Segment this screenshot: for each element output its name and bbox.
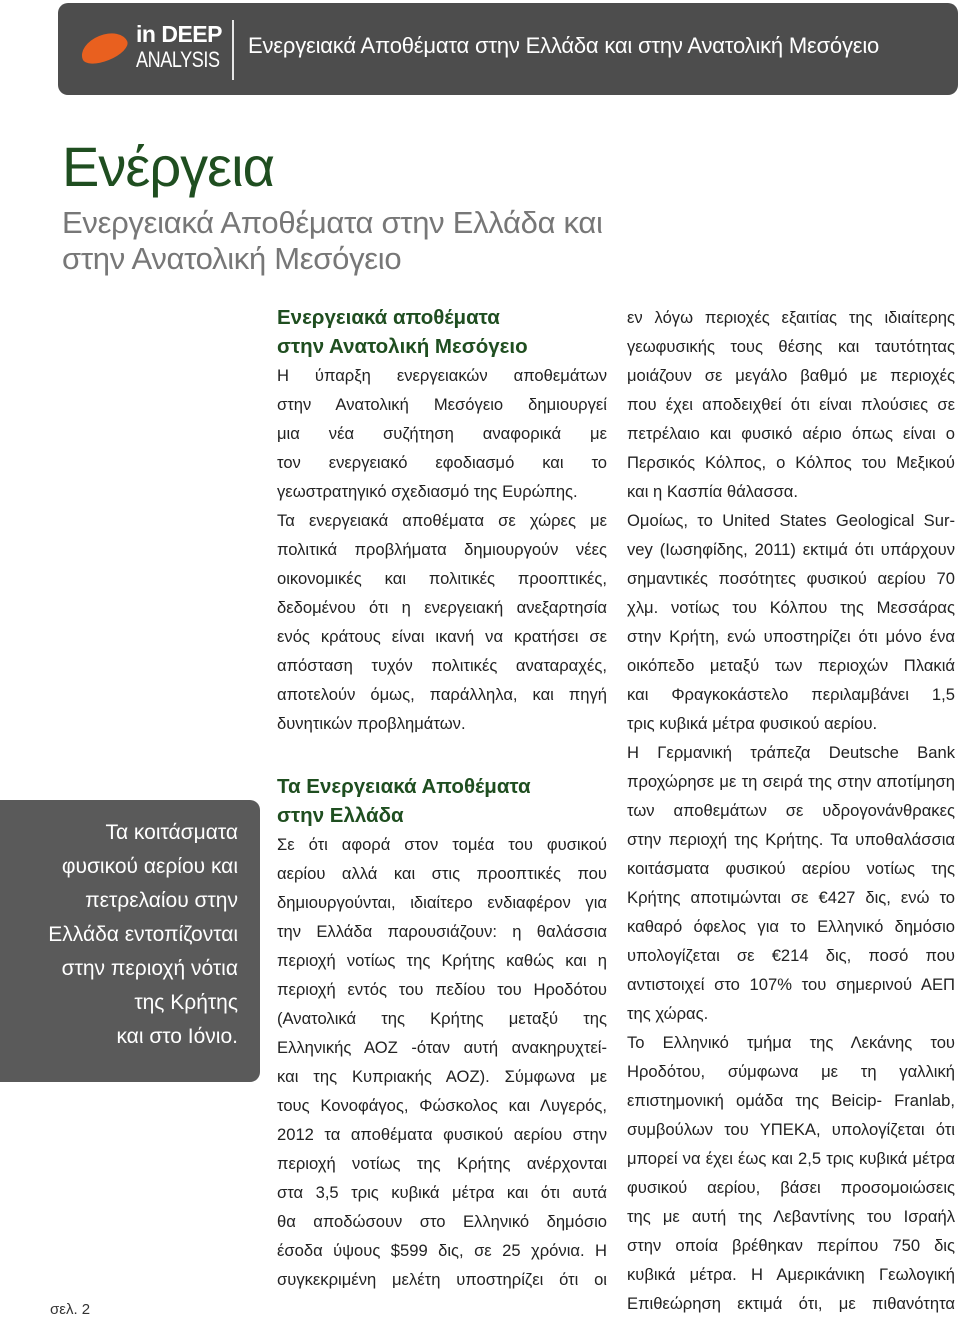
section-heading: στην Ελλάδα bbox=[277, 804, 404, 827]
body-line: Επιθεώρηση εκτιμά ότι, με πιθανότητα bbox=[627, 1294, 955, 1313]
section-heading: στην Ανατολική Μεσόγειο bbox=[277, 335, 528, 358]
body-line: δυνητικών προβλημάτων. bbox=[277, 714, 466, 733]
pullquote-line: στην περιοχή νότια bbox=[61, 957, 238, 980]
header-title: Ενεργειακά Αποθέματα στην Ελλάδα και στην Ανατολική Μεσόγειο bbox=[248, 33, 880, 58]
body-line: τρις κυβικά μέτρα φυσικού αερίου. bbox=[627, 714, 878, 733]
body-line: δεδομένου ότι η ενεργειακή ανεξαρτησία bbox=[277, 598, 607, 617]
body-line: ενός κράτους είναι ικανή να κρατήσει σε bbox=[277, 627, 607, 646]
body-line: στα 3,5 τρις κυβικά μέτρα και ότι αυτά bbox=[277, 1183, 607, 1202]
body-line: περιοχή εντός του πεδίου του Ηροδότου bbox=[277, 980, 607, 999]
body-line: απόσταση τυχόν πολιτικές αναταραχές, bbox=[277, 656, 607, 675]
logo bbox=[136, 22, 238, 72]
body-line: (Ανατολικά της Κρήτης μεταξύ της bbox=[277, 1009, 607, 1028]
body-line: περιοχή νοτίως της Κρήτης ανέρχονται bbox=[277, 1154, 607, 1173]
body-line: Σε ότι αφορά στον τομέα του φυσικού bbox=[277, 835, 607, 854]
body-line: Η ύπαρξη ενεργειακών αποθεμάτων bbox=[277, 366, 607, 385]
body-line: χλμ. νοτίως του Κόλπου της Μεσσάρας bbox=[627, 598, 955, 617]
body-line: επιστημονική ομάδα της Beicip- Franlab, bbox=[627, 1091, 955, 1110]
body-line: πετρέλαιο και φυσικό αέριο όπως είναι ο bbox=[627, 424, 955, 443]
body-line: vey (Ιωσηφίδης, 2011) εκτιμά ότι υπάρχουν bbox=[627, 540, 955, 559]
body-line: Ηροδότου, σύμφωνα με τη γαλλική bbox=[627, 1062, 955, 1081]
body-line: των αποθεμάτων σε υδρογονάνθρακες bbox=[627, 801, 955, 820]
pullquote-line: της Κρήτης bbox=[134, 991, 238, 1014]
body-line: αποτελούν όμως, παράλληλα, και πηγή bbox=[277, 685, 607, 704]
logo-line-1: in DEEP bbox=[136, 21, 222, 47]
body-line: συγκεκριμένη μελέτη υποστηρίζει ότι οι bbox=[277, 1270, 607, 1289]
body-line: Το Ελληνικό τμήμα της Λεκάνης του bbox=[627, 1033, 955, 1052]
body-line: τους Κονοφάγος, Φώσκολος και Λυγερός, bbox=[277, 1096, 607, 1115]
body-line: στην οποία βρέθηκαν περίπου 750 δις bbox=[627, 1236, 955, 1255]
body-line: της με αυτή της Λεβαντίνης του Ισραήλ bbox=[627, 1207, 955, 1226]
body-line: δημιουργούνται, ιδιαίτερο ενδιαφέρον για bbox=[277, 893, 607, 912]
section-heading: Ενεργειακά αποθέματα bbox=[277, 306, 500, 329]
body-line: εν λόγω περιοχές εξαιτίας της ιδιαίτερης bbox=[627, 308, 955, 327]
header-divider bbox=[232, 20, 234, 80]
body-line: στην Ανατολική Μεσόγειο δημιουργεί bbox=[277, 395, 607, 414]
body-line: αντιστοιχεί στο 107% του σημερινού ΑΕΠ bbox=[627, 975, 955, 994]
body-line: γεωστρατηγικό σχεδιασμό της Ευρώπης. bbox=[277, 482, 578, 501]
body-line: αερίου αλλά και στις προοπτικές που bbox=[277, 864, 607, 883]
section-heading: Τα Ενεργειακά Αποθέματα bbox=[277, 775, 531, 798]
body-line: οικόπεδο μεταξύ των περιοχών Πλακιά bbox=[627, 656, 955, 675]
pullquote-line: πετρελαίου στην bbox=[85, 889, 238, 912]
body-line: 2012 τα αποθέματα φυσικού αερίου στην bbox=[277, 1125, 607, 1144]
body-line: Ομοίως, το United States Geological Sur- bbox=[627, 511, 955, 530]
pullquote-line: φυσικού αερίου και bbox=[61, 855, 238, 878]
body-line: οικονομικές και πολιτικές προοπτικές, bbox=[277, 569, 607, 588]
body-line: κυβικά μέτρα. Η Αμερικάνικη Γεωλογική bbox=[627, 1265, 955, 1284]
middle-column bbox=[277, 303, 607, 1294]
pullquote-line: και στο Ιόνιο. bbox=[116, 1025, 238, 1048]
body-line: και Φραγκοκάστελο περιλαμβάνει 1,5 bbox=[627, 685, 955, 704]
body-line: κοιτάσματα φυσικού αερίου νοτίως της bbox=[627, 859, 955, 878]
body-line: και η Κασπία θάλασσα. bbox=[627, 482, 799, 501]
body-line: πολιτικά προβλήματα δημιουργούν νέες bbox=[277, 540, 607, 559]
body-line: Κρήτης αποτιμώνται σε €427 δις, ενώ το bbox=[627, 888, 955, 907]
body-line: υπολογίζεται σε €214 δις, ποσό που bbox=[627, 946, 955, 965]
body-line: θα αποδώσουν στο Ελληνικό δημόσιο bbox=[277, 1212, 607, 1231]
pullquote-line: Ελλάδα εντοπίζονται bbox=[48, 923, 238, 946]
logo-line-2: ANALYSIS bbox=[136, 47, 220, 72]
body-line: Ελληνικής ΑΟΖ -όταν αυτή ανακηρυχτεί- bbox=[277, 1038, 607, 1057]
pullquote-box bbox=[0, 800, 260, 1082]
body-line: στην Κρήτη, ενώ υποστηρίζει ότι μόνο ένα bbox=[627, 627, 955, 646]
body-line: της χώρας. bbox=[627, 1004, 709, 1023]
body-line: τον ενεργειακό εφοδιασμό και το bbox=[277, 453, 607, 472]
page-number: σελ. 2 bbox=[50, 1301, 91, 1317]
body-line: στην περιοχή της Κρήτης. Τα υποθαλάσσια bbox=[627, 830, 955, 849]
subtitle-line: στην Ανατολική Μεσόγειο bbox=[62, 241, 402, 276]
body-line: φυσικού αερίου, βάσει προσομοιώσεις bbox=[627, 1178, 955, 1197]
page-title: Ενέργεια bbox=[62, 135, 274, 198]
body-line: καθαρό όφελος για το Ελληνικό δημόσιο bbox=[627, 917, 955, 936]
body-line: μπορεί να έχει έως και 2,5 τρις κυβικά μέτρα bbox=[627, 1149, 955, 1168]
body-line: προχώρησε με τη σειρά της στην αποτίμηση bbox=[627, 772, 955, 791]
body-line: που έχει αποδειχθεί ότι είναι πλούσιες σε bbox=[627, 395, 955, 414]
body-line: έσοδα ύψους $599 δις, σε 25 χρόνια. Η bbox=[277, 1241, 607, 1260]
body-line: μια νέα συζήτηση αναφορικά με bbox=[277, 424, 607, 443]
page-subtitle bbox=[62, 205, 603, 277]
pullquote-line: Τα κοιτάσματα bbox=[105, 821, 238, 844]
body-line: συμβούλων του ΥΠΕΚΑ, υπολογίζεται ότι bbox=[627, 1120, 955, 1139]
body-line: γεωφυσικής τους θέσης και ταυτότητας bbox=[627, 337, 955, 356]
body-line: Περσικός Κόλπος, ο Κόλπος του Μεξικού bbox=[627, 453, 955, 472]
body-line: Η Γερμανική τράπεζα Deutsche Bank bbox=[627, 743, 955, 762]
body-line: Τα ενεργειακά αποθέματα σε χώρες με bbox=[277, 511, 607, 530]
right-column bbox=[627, 303, 955, 1317]
body-line: την Ελλάδα παρουσιάζουν: η θαλάσσια bbox=[277, 922, 607, 941]
subtitle-line: Ενεργειακά Αποθέματα στην Ελλάδα και bbox=[62, 205, 603, 240]
body-line: και της Κυπριακής ΑΟΖ). Σύμφωνα με bbox=[277, 1067, 607, 1086]
body-line: σημαντικές ποσότητες φυσικού αερίου 70 bbox=[627, 569, 955, 588]
body-line: περιοχή νοτίως της Κρήτης καθώς και η bbox=[277, 951, 607, 970]
body-line: μοιάζουν σε μεγάλο βαθμό με περιοχές bbox=[627, 366, 955, 385]
section-gap bbox=[277, 738, 607, 772]
